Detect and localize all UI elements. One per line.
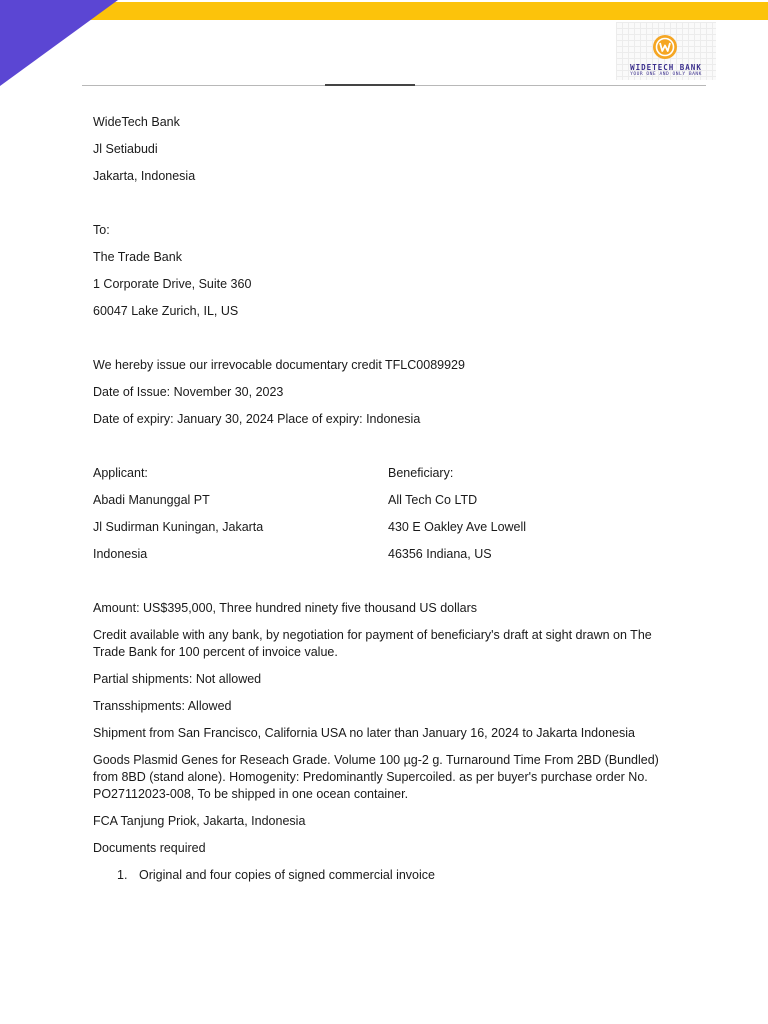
letter-body [93,114,683,884]
transshipments: Transshipments: Allowed [93,699,232,713]
applicant-address: Jl Sudirman Kuningan, Jakarta [93,520,264,534]
recipient-street: 1 Corporate Drive, Suite 360 [93,277,252,291]
applicant-country: Indonesia [93,547,148,561]
credit-statement: We hereby issue our irrevocable documentary credit TFLC0089929 [93,358,465,372]
bank-logo-tagline: YOUR ONE AND ONLY BANK [630,72,702,77]
partial-shipments: Partial shipments: Not allowed [93,672,262,686]
shipment-terms: Shipment from San Francisco, California USA no later than January 16, 2024 to Jakarta Indonesia [93,726,635,740]
applicant-block [93,465,388,563]
recipient-name: The Trade Bank [93,250,182,264]
bank-logo-emblem-icon [652,34,678,60]
applicant-label: Applicant: [93,466,148,480]
expiry-details: Date of expiry: January 30, 2024 Place of expiry: Indonesia [93,412,421,426]
credit-availability: Credit available with any bank, by negotiation for payment of beneficiary's draft at sight drawn on The Trade Bank for 100 percent of invoice value. [93,628,652,659]
incoterm: FCA Tanjung Priok, Jakarta, Indonesia [93,814,306,828]
document-list-item [93,867,683,884]
beneficiary-address: 430 E Oakley Ave Lowell [388,520,527,534]
sender-name: WideTech Bank [93,115,180,129]
credit-amount: Amount: US$395,000, Three hundred ninety five thousand US dollars [93,601,478,615]
recipient-to-label: To: [93,223,110,237]
bank-logo-name: WIDETECH BANK [630,63,702,72]
document-list-text: Original and four copies of signed commercial invoice [139,868,435,882]
documents-required-label: Documents required [93,841,206,855]
parties-section [93,465,683,563]
applicant-name: Abadi Manunggal PT [93,493,210,507]
recipient-city: 60047 Lake Zurich, IL, US [93,304,239,318]
issue-date: Date of Issue: November 30, 2023 [93,385,284,399]
beneficiary-block [388,465,683,563]
goods-description: Goods Plasmid Genes for Reseach Grade. Volume 100 µg-2 g. Turnaround Time From 2BD (Bundled) from 8BD (stand alone). Homogenity: Predominantly Supercoiled. as per buyer's purchase order No. PO27112023-008, To be shipped in one ocean container. [93,753,659,801]
sender-city: Jakarta, Indonesia [93,169,196,183]
document-list-number: 1. [117,868,128,882]
header-divider-accent [325,84,415,86]
bank-logo [616,22,716,80]
beneficiary-name: All Tech Co LTD [388,493,478,507]
beneficiary-label: Beneficiary: [388,466,454,480]
beneficiary-country: 46356 Indiana, US [388,547,492,561]
header-corner-triangle [0,0,118,86]
sender-street: Jl Setiabudi [93,142,158,156]
